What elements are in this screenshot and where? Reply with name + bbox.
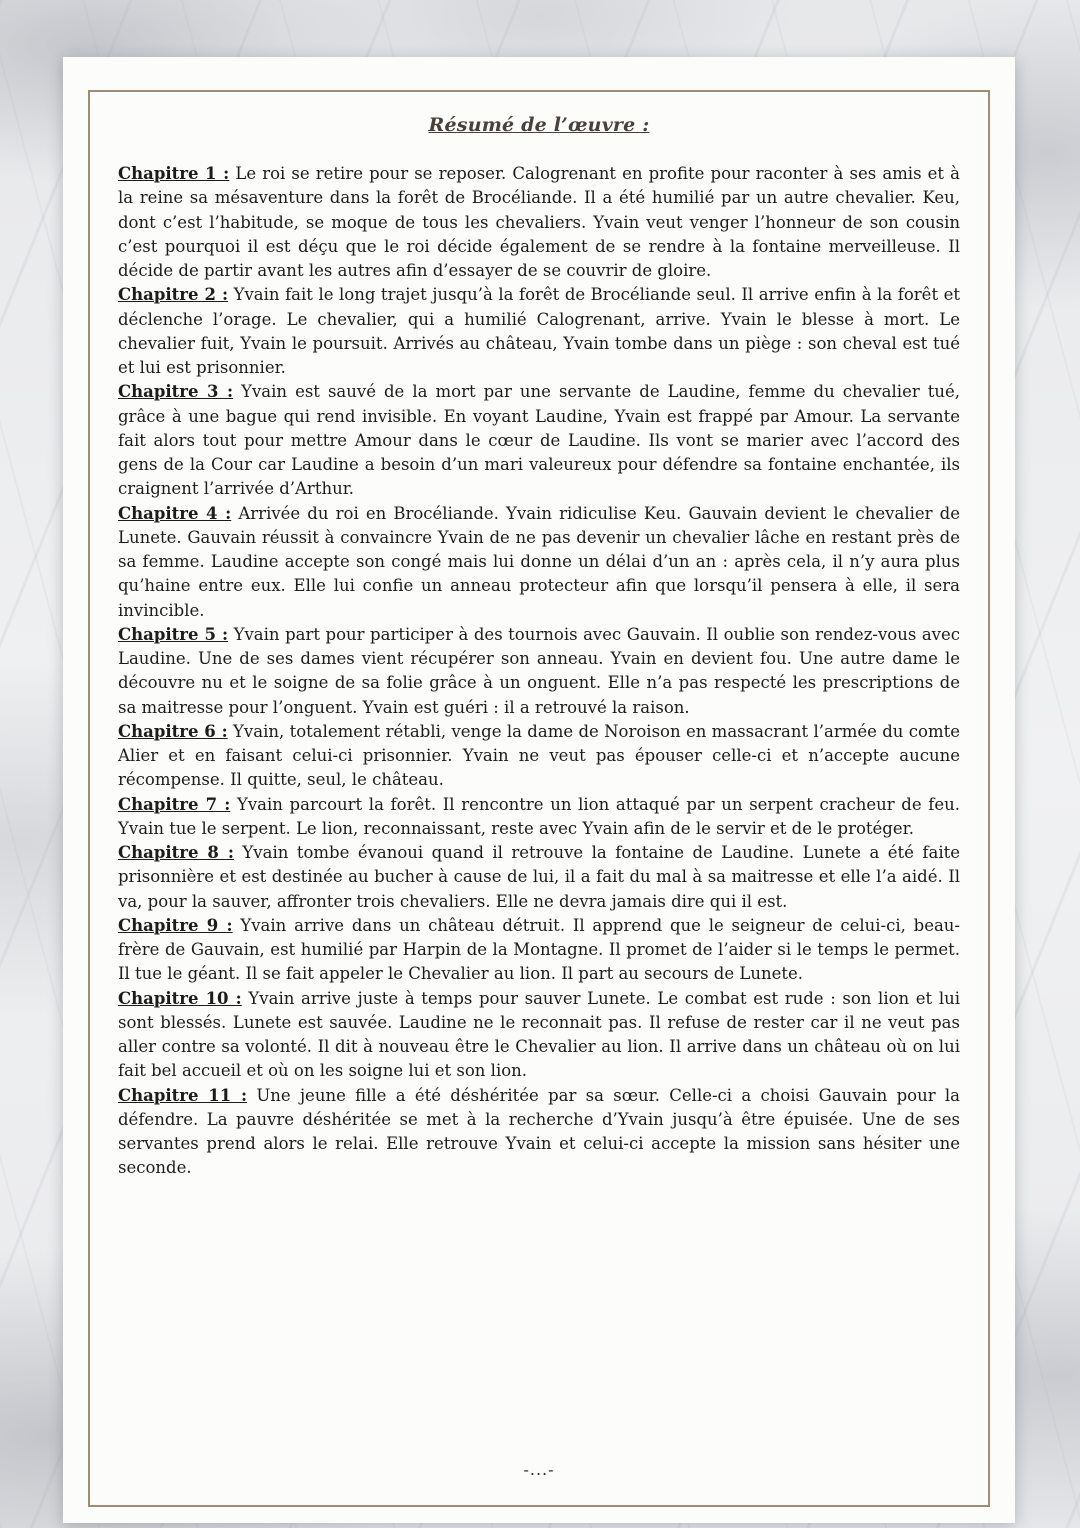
ornamental-frame — [88, 90, 990, 1507]
chapter-text: Yvain part pour participer à des tournois avec Gauvain. Il oublie son rendez-vous avec Laudine. Une de ses dames vient récupérer son anneau. Yvain en devient fou. Une autre dame le découvre nu et le soigne de sa folie grâce à un onguent. Elle n’a pas respecté les prescriptions de sa maitresse pour l’onguent. Yvain est guéri : il a retrouvé la raison. — [118, 624, 961, 717]
page-content — [118, 114, 960, 1181]
chapter-label: Chapitre 8 : — [118, 843, 234, 862]
chapter-label: Chapitre 3 : — [118, 382, 234, 402]
chapter-text: Le roi se retire pour se reposer. Calogrenant en profite pour raconter à ses amis et à la reine sa mésaventure dans la forêt de Brocéliande. Il a été humilié par un autre chevalier. Keu, dont c’est l’habitude, se moque de tous les chevaliers. Yvain veut venger l’honneur de son cousin c’est pourquoi il est déçu que le roi décide également de se rendre à la fontaine merveilleuse. Il décide de partir avant les autres afin d’essayer de se couvrir de gloire. — [118, 164, 961, 280]
chapter-text: Yvain arrive dans un château détruit. Il apprend que le seigneur de celui-ci, beau-frère de Gauvain, est humilié par Harpin de la Montagne. Il promet de l’aider si le temps le permet. Il tue le géant. Il se fait appeler le Chevalier au lion. Il part au secours de Lunete. — [118, 915, 961, 984]
chapter-label: Chapitre 7 : — [118, 794, 231, 814]
chapter-paragraph-5 — [118, 623, 960, 720]
chapter-text: Une jeune fille a été déshéritée par sa sœur. Celle-ci a choisi Gauvain pour la défendre. La pauvre déshéritée se met à la recherche d’Yvain jusqu’à être épuisée. Une de ses servantes prend alors le relai. Elle retrouve Yvain et celui-ci accepte la mission sans hésiter une seconde. — [118, 1085, 960, 1178]
page-title: Résumé de l’œuvre : — [428, 114, 650, 136]
chapter-label: Chapitre 1 : — [118, 164, 230, 183]
chapter-label: Chapitre 9 : — [118, 915, 233, 935]
chapter-text: Yvain tombe évanoui quand il retrouve la fontaine de Laudine. Lunete a été faite prisonnière et est destinée au bucher à cause de lui, il a fait du mal à sa maitresse et elle l’a aidé. Il va, pour la sauver, affronter trois chevaliers. Elle ne devra jamais dire qui il est. — [118, 843, 960, 911]
chapter-paragraph-4 — [118, 502, 960, 623]
chapter-paragraph-1 — [118, 162, 960, 283]
chapter-paragraph-7 — [118, 793, 960, 842]
chapter-label: Chapitre 4 : — [118, 503, 232, 523]
footer-mark: -...- — [523, 1460, 555, 1479]
chapter-label: Chapitre 5 : — [118, 624, 229, 644]
chapter-paragraph-8 — [118, 841, 960, 914]
chapter-paragraph-10 — [118, 987, 960, 1084]
chapter-paragraph-9 — [118, 914, 960, 987]
document-page — [63, 57, 1015, 1523]
chapter-text: Yvain, totalement rétabli, venge la dame de Noroison en massacrant l’armée du comte Alier et en faisant celui-ci prisonnier. Yvain ne veut pas épouser celle-ci et n’accepte aucune récompense. Il quitte, seul, le château. — [118, 721, 960, 790]
chapter-paragraph-3 — [118, 380, 960, 501]
chapter-text: Yvain parcourt la forêt. Il rencontre un lion attaqué par un serpent cracheur de feu. Yvain tue le serpent. Le lion, reconnaissant, reste avec Yvain afin de le servir et de le protéger. — [118, 794, 961, 838]
chapter-label: Chapitre 11 : — [118, 1085, 248, 1105]
chapter-text: Arrivée du roi en Brocéliande. Yvain ridiculise Keu. Gauvain devient le chevalier de Lunete. Gauvain réussit à convaincre Yvain de ne pas devenir un chevalier lâche en restant près de sa femme. Laudine accepte son congé mais lui donne un délai d’un an : après cela, il n’y aura plus qu’haine entre eux. Elle lui confie un anneau protecteur afin que lorsqu’il pensera à elle, il sera invincible. — [118, 503, 960, 620]
chapter-paragraph-11 — [118, 1084, 960, 1181]
chapter-paragraph-6 — [118, 720, 960, 793]
chapter-label: Chapitre 2 : — [118, 285, 229, 305]
chapter-label: Chapitre 10 : — [118, 988, 242, 1008]
chapter-text: Yvain est sauvé de la mort par une servante de Laudine, femme du chevalier tué, grâce à une bague qui rend invisible. En voyant Laudine, Yvain est frappé par Amour. La servante fait alors tout pour mettre Amour dans le cœur de Laudine. Ils vont se marier avec l’accord des gens de la Cour car Laudine a besoin d’un mari valeureux pour défendre sa fontaine enchantée, ils craignent l’arrivée d’Arthur. — [118, 382, 961, 499]
chapter-text: Yvain fait le long trajet jusqu’à la forêt de Brocéliande seul. Il arrive enfin à la forêt et déclenche l’orage. Le chevalier, qui a humilié Calogrenant, arrive. Yvain le blesse à mort. Le chevalier fuit, Yvain le poursuit. Arrivés au château, Yvain tombe dans un piège : son cheval est tué et lui est prisonnier. — [118, 285, 961, 377]
chapter-paragraph-2 — [118, 283, 960, 380]
chapter-text: Yvain arrive juste à temps pour sauver Lunete. Le combat est rude : son lion et lui sont blessés. Lunete est sauvée. Laudine ne le reconnait pas. Il refuse de rester car il ne veut pas aller contre sa volonté. Il dit à nouveau être le Chevalier au lion. Il arrive dans un château où on lui fait bel accueil et où on les soigne lui et son lion. — [118, 988, 960, 1081]
chapter-label: Chapitre 6 : — [118, 721, 228, 741]
